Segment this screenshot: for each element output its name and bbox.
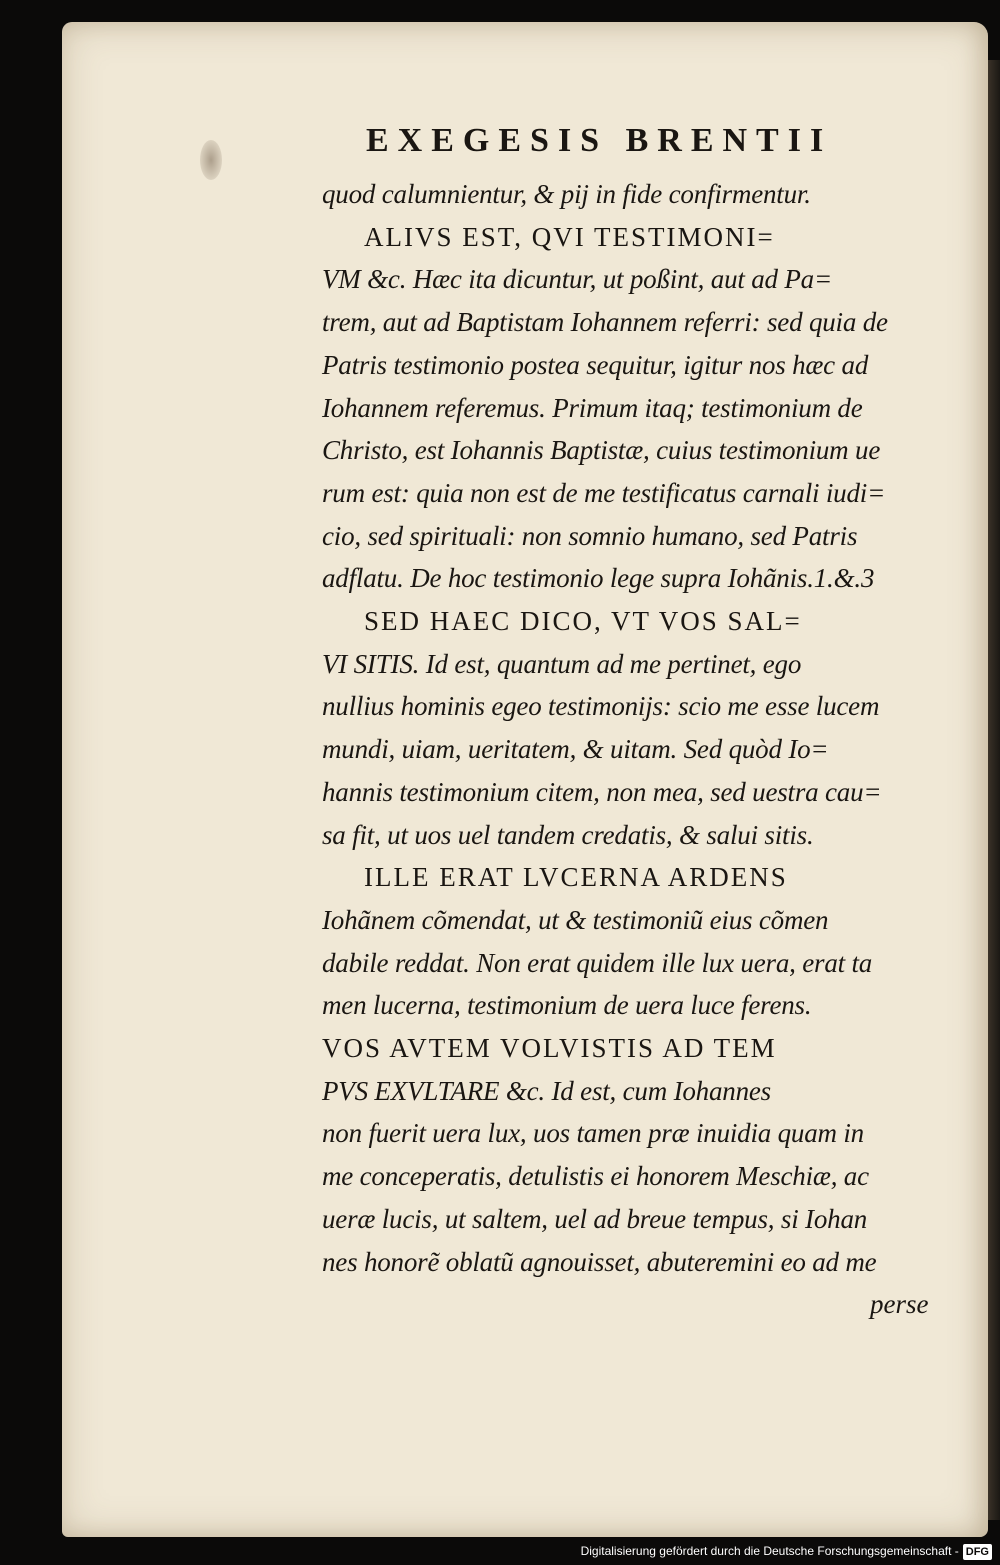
body-line: Iohannem referemus. Primum itaq; testimonium de: [322, 392, 863, 423]
dfg-logo: DFG: [963, 1544, 992, 1560]
body-line: men lucerna, testimonium de uera luce ferens.: [322, 990, 812, 1021]
section-heading-line: VOS AVTEM VOLVISTIS AD TEM: [322, 1033, 777, 1063]
body-line: Christo, est Iohannis Baptistæ, cuius testimonium ue: [322, 435, 881, 466]
section-heading-line: SED HAEC DICO, VT VOS SAL=: [364, 606, 802, 636]
body-line: quod calumnientur, & pij in fide confirmentur.: [322, 179, 811, 209]
digitization-credit: [581, 1543, 992, 1559]
ink-stain: [200, 140, 222, 180]
body-line: cio, sed spirituali: non somnio humano, sed Patris: [322, 520, 858, 551]
body-line: non fuerit uera lux, uos tamen præ inuidia quam in: [322, 1118, 864, 1149]
body-line: me conceperatis, detulistis ei honorem Meschiæ, ac: [322, 1161, 869, 1192]
body-line: ueræ lucis, ut saltem, uel ad breue tempus, si Iohan: [322, 1203, 868, 1234]
body-line: rum est: quia non est de me testificatus carnali iudi=: [322, 477, 886, 508]
body-line: nullius hominis egeo testimonijs: scio me esse lucem: [322, 691, 880, 722]
body-line: Patris testimonio postea sequitur, igitur nos hæc ad: [322, 349, 869, 380]
running-head: EXEGESIS BRENTII: [366, 122, 833, 159]
section-heading-line: ALIVS EST, QVI TESTIMONI=: [364, 221, 775, 252]
body-line: VI SITIS. Id est, quantum ad me pertinet, ego: [322, 648, 802, 679]
body-line: adflatu. De hoc testimonio lege supra Iohãnis.1.&.3: [322, 563, 875, 594]
body-line: trem, aut ad Baptistam Iohannem referri: sed quia de: [322, 307, 888, 338]
credit-text: Digitalisierung gefördert durch die Deutsche Forschungsgemeinschaft -: [580, 1544, 959, 1558]
body-line: hannis testimonium citem, non mea, sed uestra cau=: [322, 776, 882, 807]
body-line: PVS EXVLTARE &c. Id est, cum Iohannes: [322, 1075, 771, 1106]
section-heading-line: ILLE ERAT LVCERNA ARDENS: [364, 862, 788, 893]
body-line: mundi, uiam, ueritatem, & uitam. Sed quòd Io=: [322, 734, 829, 765]
body-line: dabile reddat. Non erat quidem ille lux uera, erat ta: [322, 947, 873, 978]
body-line: Iohãnem cõmendat, ut & testimoniũ eius cõmen: [322, 904, 829, 935]
body-line: VM &c. Hæc ita dicuntur, ut poßint, aut ad Pa=: [322, 264, 832, 295]
body-line: sa fit, ut uos uel tandem credatis, & salui sitis.: [322, 819, 814, 850]
catchword: perse: [870, 1289, 929, 1320]
body-line: nes honorẽ oblatũ agnouisset, abuteremini eo ad me: [322, 1246, 877, 1277]
page-edge: [988, 60, 1000, 1520]
